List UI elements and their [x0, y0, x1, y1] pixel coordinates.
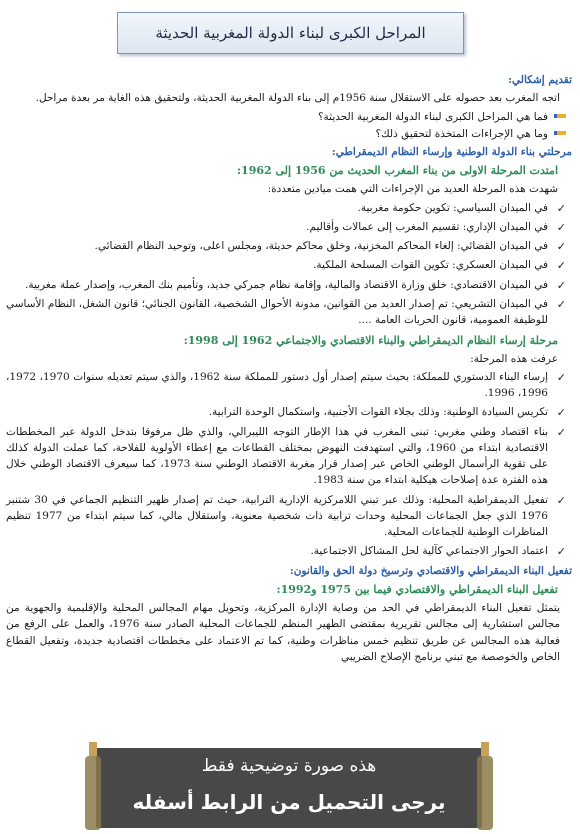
list-item [6, 219, 572, 235]
section-heading: مرحلتي بناء الدولة الوطنية وإرساء النظام الديمقراطي: [331, 146, 572, 159]
list-item [6, 238, 572, 254]
list-item [6, 424, 572, 489]
lead-text: شهدت هذه المرحلة العديد من الإجراءات التي همت ميادين متعددة: [267, 183, 558, 196]
list-item [6, 257, 572, 273]
watermark-line-2: يرجى التحميل من الرابط أسفله [132, 790, 446, 814]
checkmark-icon: ✓ [556, 425, 566, 439]
checkmark-icon: ✓ [556, 220, 566, 234]
checkmark-icon: ✓ [556, 240, 566, 254]
list-item-text: اعتماد الحوار الاجتماعي كآلية لحل المشاكل الاجتماعية. [310, 545, 548, 558]
question-text: فما هي المراحل الكبرى لبناء الدولة المغربية الحديثة؟ [317, 110, 548, 123]
sub-heading: تفعيل البناء الديمقراطي والاقتصادي فيما بين 1975 و1992: [276, 583, 558, 596]
checkmark-icon: ✓ [556, 259, 566, 273]
sub-heading: امتدت المرحلة الاولى من بناء المغرب الحديث من 1956 إلى 1962: [236, 164, 558, 178]
list-item [6, 404, 572, 420]
checkmark-icon: ✓ [556, 201, 566, 215]
list-item-text: تكريس السيادة الوطنية: وذلك بجلاء القوات الأجنبية، واستكمال الوحدة الترابية. [208, 406, 548, 419]
list-item-text: في الميدان التشريعي: تم إصدار العديد من القوانين، مدونة الأحوال الشخصية، القانون الجنائي؛ قانون الشغل، النظام الأساسي للوظيفة العمومية، قانون الحريات العامة .... [6, 297, 548, 327]
checkmark-icon: ✓ [556, 370, 566, 384]
preview-watermark-banner [96, 748, 482, 828]
list-item-text: تفعيل الديمقراطية المحلية: وذلك عبر تبني اللامركزية الإدارية الترابية، حيث تم إصدار ظهير التنظيم الجماعي في 30 شتنبر 1976 الذي جعل الجماعات المحلية وحدات ترابية ذات شخصية معنوية، واستقلال مالي، كما سيتم ابتداء من 1977 تنظيم المناظرات الوطنية للجماعات المحلية. [6, 493, 549, 539]
bottle-icon [474, 740, 496, 832]
question-item [6, 126, 572, 142]
list-item-text: بناء اقتصاد وطني مغربي: تبنى المغرب في هذا الإطار التوجه الليبرالي، والذي ظل مرفوقا بتدخل الدولة عبر المخططات الاقتصادية ابتداء من 1960، والتي استهدفت النهوض بمختلف القطاعات مع إعطاء الأولوية للفلاحة، كما عملت الدولة كذلك على تقوية الرأسمال الوطني الخاص عبر إصدار قرار مغربة الاقتصاد الوطني سنة 1973، كما سيعرف الاقتصاد الوطني خلال هذه الفترة عدة إصلاحات هيكلية ابتداء من سنة 1983. [6, 425, 548, 487]
list-item [6, 277, 572, 293]
question-item [6, 109, 572, 125]
lead-text: عرفت هذه المرحلة: [470, 352, 558, 365]
list-item-text: في الميدان الاقتصادي: خلق وزارة الاقتصاد والمالية، وإقامة نظام جمركي جديد، وتأميم بنك المغرب، وإصدار عملة مغربية. [24, 278, 548, 291]
list-item-text: في الميدان العسكري: تكوين القوات المسلحة الملكية. [313, 259, 548, 272]
list-item-text: إرساء البناء الدستوري للمملكة: بحيث سيتم إصدار أول دستور للمملكة سنة 1962، والذي سيتم تعديله سنوات 1970، 1972، 1996، 1996. [6, 370, 549, 400]
page-title: المراحل الكبرى لبناء الدولة المغربية الحديثة [117, 12, 464, 54]
list-item-text: في الميدان السياسي: تكوين حكومة مغربية. [357, 201, 548, 214]
checkmark-icon: ✓ [556, 493, 566, 507]
intro-text: اتجه المغرب بعد حصوله على الاستقلال سنة 1956م إلى بناء الدولة المغربية الحديثة، ولتحقيق هذه الغاية مر بعدة مراحل. [35, 92, 560, 105]
list-item [6, 492, 572, 541]
question-text: وما هي الإجراءات المتخذة لتحقيق ذلك؟ [375, 127, 548, 140]
pencil-icon [554, 128, 566, 138]
list-item [6, 296, 572, 329]
document-body [6, 70, 572, 667]
checkmark-icon: ✓ [556, 297, 566, 311]
list-item [6, 543, 572, 559]
intro-heading: تقديم إشكالي: [508, 74, 572, 86]
section-text: يتمثل تفعيل البناء الديمقراطي في الحد من وصاية الإدارة المركزية، وتحويل مهام المجالس المحلية والإقليمية والجهوية من مجالس استشارية إلى مجالس تقريرية بمقتضى الظهير المنظم للجماعات المحلية الصادر سنة 1976، والعمل على الرفع من فعالية هذه المجالس عن طريق تنظيم خمس مناظرات وطنية، كما تم الاعتماد على مخططات اقتصادية جديدة، وتفعيل القطاع الخاص والخوصصة مع تبني برنامج الإصلاح الضريبي [6, 602, 560, 663]
section-heading: تفعيل البناء الديمقراطي والاقتصادي وترسيخ دولة الحق والقانون: [289, 564, 572, 577]
sub-heading: مرحلة إرساء النظام الديمقراطي والبناء الاقتصادي والاجتماعي 1962 إلى 1998: [183, 333, 558, 347]
bottle-icon [82, 740, 104, 832]
checkmark-icon: ✓ [556, 545, 566, 559]
list-item [6, 200, 572, 216]
list-item-text: في الميدان الإداري: تقسيم المغرب إلى عمالات وأقاليم. [306, 220, 548, 233]
pencil-icon [554, 111, 566, 121]
watermark-line-1: هذه صورة توضيحية فقط [201, 756, 377, 776]
list-item-text: في الميدان القضائي: إلغاء المحاكم المخزنية، وخلق محاكم حديثة، ومجلس اعلى، وتوحيد النظام القضائي. [94, 240, 548, 253]
checkmark-icon: ✓ [556, 406, 566, 420]
list-item [6, 369, 572, 402]
checkmark-icon: ✓ [556, 278, 566, 292]
